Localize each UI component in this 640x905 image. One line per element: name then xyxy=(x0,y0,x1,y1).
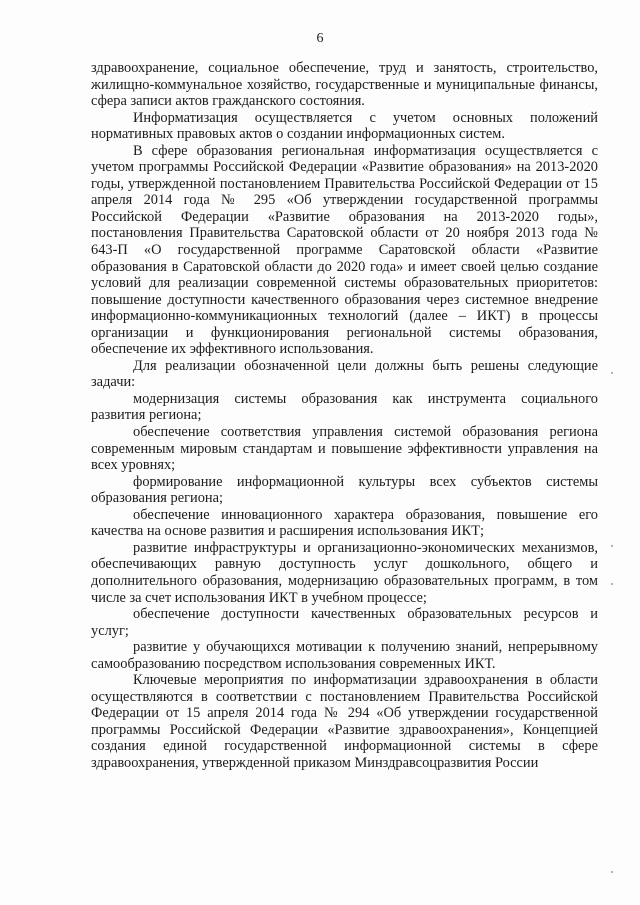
paragraph-task-innovation: обеспечение инновационного характера образования, повышение его качества на основе развития и расширения использования ИКТ; xyxy=(91,506,598,540)
paragraph-task-motivation: развитие у обучающихся мотивации к получению знаний, непрерывному самообразованию посредством использования современных ИКТ. xyxy=(91,639,598,672)
scan-speck xyxy=(611,871,613,873)
paragraph-informatization-basis: Информатизация осуществляется с учетом основных положений нормативных правовых актов о создании информационных систем. xyxy=(91,109,598,143)
document-body xyxy=(91,60,598,772)
paragraph-task-modernization: модернизация системы образования как инструмента социального развития региона; xyxy=(91,390,598,424)
paragraph-healthcare-informatization: Ключевые мероприятия по информатизации здравоохранения в области осуществляются в соответствии с постановлением Правительства Российской Федерации от 15 апреля 2014 года № 294 «Об утверждении государственной программы Российской Федерации «Развитие здравоохранения», Концепцией создания единой государственной информационной системы в сфере здравоохранения, утвержденной приказом Минздравсоцразвития России xyxy=(91,672,598,771)
paragraph-task-resources: обеспечение доступности качественных образовательных ресурсов и услуг; xyxy=(91,606,598,639)
paragraph-task-information-culture: формирование информационной культуры всех субъектов системы образования региона; xyxy=(91,473,598,507)
paragraph-education-informatization: В сфере образования региональная информатизация осуществляется с учетом программы Российской Федерации «Развитие образования» на 2013-2020 годы, утвержденной постановлением Правительства Российской Федерации от 15 апреля 2014 года № 295 «Об утверждении государственной программы Российской Федерации «Развитие образования на 2013-2020 годы», постановления Правительства Саратовской области от 20 ноября 2013 года № 643-П «О государственной программе Саратовской области «Развитие образования в Саратовской области до 2020 года» и имеет своей целью создание условий для реализации современной системы образовательных приоритетов: повышение доступности качественного образования через системное внедрение информационно-коммуникационных технологий (далее – ИКТ) в процессы организации и функционирования региональной системы образования, обеспечение их эффективного использования. xyxy=(91,142,598,358)
paragraph-task-infrastructure: развитие инфраструктуры и организационно-экономических механизмов, обеспечивающих равную доступность услуг дошкольного, общего и дополнительного образования, модернизацию образовательных программ, в том числе за счет использования ИКТ в учебном процессе; xyxy=(91,539,598,606)
paragraph-task-management-standards: обеспечение соответствия управления системой образования региона современным мировым стандартам и повышение эффективности управления на всех уровнях; xyxy=(91,424,598,474)
page-number: 6 xyxy=(316,31,324,46)
scan-speck xyxy=(611,372,613,374)
paragraph-tasks-intro: Для реализации обозначенной цели должны быть решены следующие задачи: xyxy=(91,357,598,391)
paragraph-sectors-list: здравоохранение, социальное обеспечение, труд и занятость, строительство, жилищно-коммунальное хозяйство, государственные и муниципальные финансы, сфера записи актов гражданского состояния. xyxy=(91,60,598,110)
scan-speck xyxy=(611,583,613,585)
scan-speck xyxy=(611,545,613,547)
